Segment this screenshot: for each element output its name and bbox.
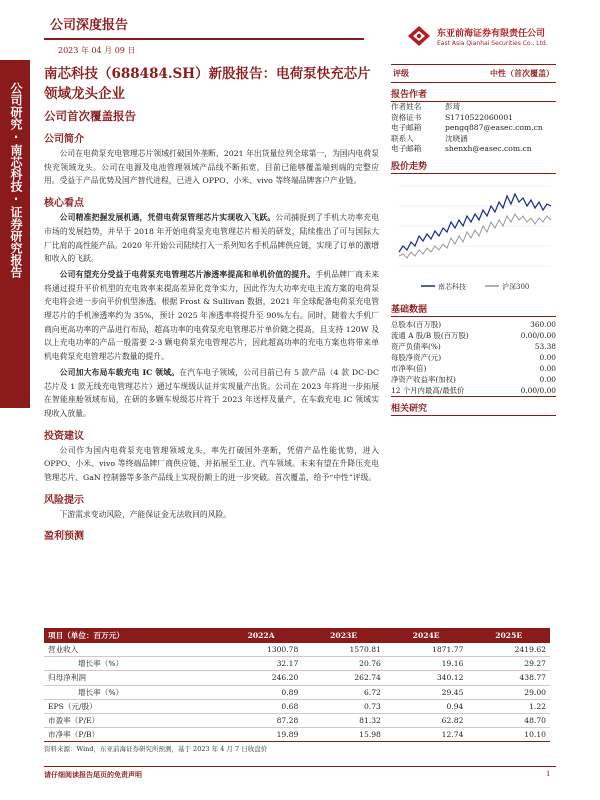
basic-data-row	[391, 385, 556, 397]
author-heading: 报告作者	[391, 87, 556, 102]
core-heading: 核心看点	[44, 198, 84, 210]
forecast-cell: 15.98	[302, 728, 385, 742]
author-value: 彭琦	[445, 102, 461, 111]
sidebar-label: 公司研究·南芯科技·证券研究报告	[9, 82, 23, 278]
forecast-cell: 1300.78	[220, 643, 303, 657]
forecast-row	[44, 685, 550, 699]
basic-data-row	[391, 341, 556, 352]
basic-data-key: 资产负债率(%)	[391, 341, 441, 351]
chart-gridlines	[399, 186, 551, 266]
forecast-row	[44, 657, 550, 671]
forecast-cell: 262.74	[302, 671, 385, 685]
forecast-col-2022: 2022A	[220, 628, 303, 643]
forecast-row-label: 增长率（%）	[44, 657, 220, 671]
basic-data-row	[391, 374, 556, 385]
basic-data-key: 每股净资产(元)	[391, 352, 442, 362]
logo-company-en: East Asia Qianhai Securities Co., Ltd.	[437, 40, 548, 47]
header-report-type: 公司深度报告	[50, 18, 129, 33]
forecast-header-row	[44, 628, 550, 643]
forecast-cell: 6.72	[302, 685, 385, 699]
forecast-heading: 盈利预测	[44, 531, 84, 543]
report-title: 南芯科技（688484.SH）新股报告：电荷泵快充芯片领域龙头企业	[44, 66, 371, 102]
rating-label: 评级	[393, 68, 409, 78]
invest-heading: 投资建议	[44, 430, 84, 442]
forecast-row-label: 增长率（%）	[44, 685, 220, 699]
forecast-row	[44, 671, 550, 685]
risk-paragraph: 下游需求变动风险，产能保证金无法收回的风险。	[59, 509, 232, 519]
footer-disclaimer: 请仔细阅读报告尾页的免责声明	[44, 770, 142, 779]
forecast-cell: 29.45	[385, 685, 468, 699]
forecast-cell: 0.68	[220, 699, 303, 713]
rating-value: 中性（首次覆盖）	[490, 68, 554, 78]
intro-paragraph: 公司在电荷泵充电管理芯片领域打破国外垄断，2021 年出货量位列全球第一，为国内电荷泵快充领域龙头。公司在电源及电池管理领域产品线不断拓宽，目前已能够覆盖端到端的完整应用。受益于产品优势及国产替代进程，已进入 OPPO、小米、vivo 等终端品牌客户产业链。	[44, 149, 379, 186]
basic-data-row	[391, 363, 556, 374]
author-key: 作者姓名	[391, 102, 422, 111]
forecast-cell: 19.16	[385, 657, 468, 671]
forecast-cell: 2419.62	[467, 643, 550, 657]
invest-paragraph: 公司作为国内电荷泵充电管理领域龙头，率先打破国外垄断，凭借产品性能优势，进入 OPPO、小米、vivo 等终端品牌厂商供应链，并拓展至工业、汽车领域。未来有望在升降压充电管理芯片、GaN 控制器等多条产品线上实现份额上的进一步突破。首次覆盖，给予“中性”评级。	[44, 445, 379, 483]
author-value[interactable]: pengq887@easec.com.cn	[445, 123, 543, 133]
forecast-cell: 1871.77	[385, 643, 468, 657]
author-row	[391, 144, 556, 155]
core-point-3-body: 在汽车电子领域，公司目前已有 5 款产品（4 款 DC-DC 芯片及 1 款无线充电管理芯片）通过车规级认证并实现量产出货。公司在 2023 年将进一步拓展在智能座舱领域布局，在研的多颗车规级芯片将于 2023 年送样及量产，在车载充电 IC 领域实现收入放量。	[44, 367, 379, 418]
forecast-cell: 1570.81	[302, 643, 385, 657]
report-subtitle: 公司首次覆盖报告	[44, 109, 136, 123]
forecast-row-label: 市净率（P/B）	[44, 728, 220, 742]
forecast-cell: 12.74	[385, 728, 468, 742]
sidebar-band	[0, 60, 30, 408]
forecast-cell: 19.89	[220, 728, 303, 742]
author-value: S1710522060001	[445, 112, 514, 122]
chart-legend-stock: 南芯科技	[438, 282, 466, 291]
forecast-cell: 10.10	[467, 728, 550, 742]
table-source-note: 资料来源：Wind，东亚前海证券研究所预测，基于 2023 年 4 月 7 日收盘价	[44, 745, 268, 753]
author-value: 沈晓涵	[445, 133, 468, 143]
author-row	[391, 102, 556, 113]
chart-line-stock	[399, 194, 551, 252]
core-point-3-lead: 公司加大布局车载充电 IC 领域。	[59, 367, 180, 377]
page-number: 1	[546, 770, 551, 778]
forecast-cell: 87.28	[220, 713, 303, 727]
footer-rule	[44, 766, 556, 767]
forecast-row-label: EPS（元/股）	[44, 699, 220, 713]
basic-data-value: 0.00	[539, 374, 556, 384]
report-date: 2023 年 04 月 09 日	[58, 46, 136, 55]
core-paragraph-1	[44, 211, 379, 266]
core-paragraph-3	[44, 366, 379, 421]
basic-data-value: 53.38	[534, 341, 556, 351]
basic-data-key: 市净率(倍)	[391, 363, 427, 373]
basic-data-key: 流通 A 股/B 股(百万股)	[391, 330, 469, 340]
basic-data-row	[391, 319, 556, 330]
author-key: 电子邮箱	[391, 123, 422, 133]
basic-data-value: 0.00	[539, 352, 556, 362]
core-point-1-body: 公司捕捉到了手机大功率充电市场的发展趋势，并早于 2018 年开始电荷泵充电管理芯片相关的研发，陆续推出了可与国际大厂比肩的高性能产品。2020 年开始公司陆续打入一系列知名手机品牌供应链，实现了订单的激增和收入的飞跃。	[44, 213, 380, 264]
basic-data-table	[391, 319, 556, 397]
basic-heading: 基础数据	[391, 302, 556, 317]
author-key: 电子邮箱	[391, 144, 422, 154]
basic-data-key: 12 个月内最高/最低价	[391, 385, 504, 397]
author-value[interactable]: shenxh@easec.com.cn	[445, 144, 532, 154]
core-paragraph-2	[44, 268, 379, 364]
forecast-cell: 29.00	[467, 685, 550, 699]
header-rule	[44, 38, 364, 40]
forecast-cell: 246.20	[220, 671, 303, 685]
forecast-col-2024: 2024E	[385, 628, 468, 643]
basic-data-value: 0.00/0.00	[520, 330, 556, 340]
core-point-2-body: 手机品牌厂商未来将通过提升平价机型的充电效率来提高差异化竞争实力，因此作为大功率充电主流方案的电荷泵充电将会进一步向平价机型渗透。根据 Frost & Sullivan 数据，2021 年全球配备电荷泵充电管理芯片的手机渗透率约为 35%，预计 2025 年渗透率将提升至 90%左右。同时，随着大手机厂商向更高功率的产品进行布局，超高功率的电荷泵充电管理芯片单价随之提高，且支持 120W 及以上充电功率的产品一般需要 2-3 颗电荷泵充电管理芯片，因此超高功率的充电方案也将带来单机电荷泵充电管理芯片数量的提升。	[44, 269, 380, 362]
basic-data-value: 360.00	[530, 319, 556, 329]
forecast-row-label: 归母净利润	[44, 671, 220, 685]
logo-company-cn: 东亚前海证券有限责任公司	[437, 29, 546, 39]
rating-box	[391, 64, 556, 83]
basic-data-value: 0.00	[539, 363, 556, 373]
main-column	[44, 64, 379, 542]
basic-data-value: 0.00/0.00	[504, 385, 556, 397]
forecast-cell: 1.22	[467, 699, 550, 713]
forecast-row	[44, 699, 550, 713]
author-key: 联系人	[391, 133, 414, 143]
forecast-cell: 0.73	[302, 699, 385, 713]
forecast-table	[44, 628, 550, 742]
forecast-col-item: 项目（单位：百万元）	[44, 628, 220, 643]
author-key: 资格证书	[391, 112, 422, 122]
right-column	[391, 64, 556, 416]
author-list	[391, 102, 556, 155]
risk-heading: 风险提示	[44, 494, 84, 506]
forecast-cell: 20.76	[302, 657, 385, 671]
author-row	[391, 113, 556, 124]
forecast-row-label: 营业收入	[44, 643, 220, 657]
chart-legend-index: 沪深300	[502, 282, 530, 291]
logo-icon	[406, 24, 432, 48]
forecast-row	[44, 728, 550, 742]
forecast-cell: 81.32	[302, 713, 385, 727]
price-trend-chart	[391, 176, 556, 296]
forecast-cell: 32.17	[220, 657, 303, 671]
forecast-cell: 48.70	[467, 713, 550, 727]
forecast-col-2025: 2025E	[467, 628, 550, 643]
author-row	[391, 123, 556, 134]
forecast-col-2023: 2023E	[302, 628, 385, 643]
basic-data-row	[391, 352, 556, 363]
forecast-cell: 0.94	[385, 699, 468, 713]
forecast-row-label: 市盈率（P/E）	[44, 713, 220, 727]
forecast-row	[44, 713, 550, 727]
core-point-2-lead: 公司有望充分受益于电荷泵充电管理芯片渗透率提高和单机价值的提升。	[59, 269, 316, 279]
intro-heading: 公司简介	[44, 134, 84, 145]
basic-data-key: 净资产收益率(加权)	[391, 374, 456, 384]
chart-line-index	[399, 214, 551, 258]
trend-heading: 股价走势	[391, 159, 556, 174]
forecast-cell: 340.12	[385, 671, 468, 685]
core-point-1-lead: 公司精准把握发展机遇，凭借电荷泵管理芯片实现收入飞跃。	[59, 213, 276, 223]
forecast-cell: 29.27	[467, 657, 550, 671]
forecast-cell: 62.82	[385, 713, 468, 727]
author-row	[391, 134, 556, 145]
basic-data-key: 总股本(百万股)	[391, 319, 442, 329]
basic-data-row	[391, 330, 556, 341]
forecast-cell: 438.77	[467, 671, 550, 685]
related-heading: 相关研究	[391, 401, 556, 416]
forecast-cell: 0.89	[220, 685, 303, 699]
forecast-row	[44, 643, 550, 657]
